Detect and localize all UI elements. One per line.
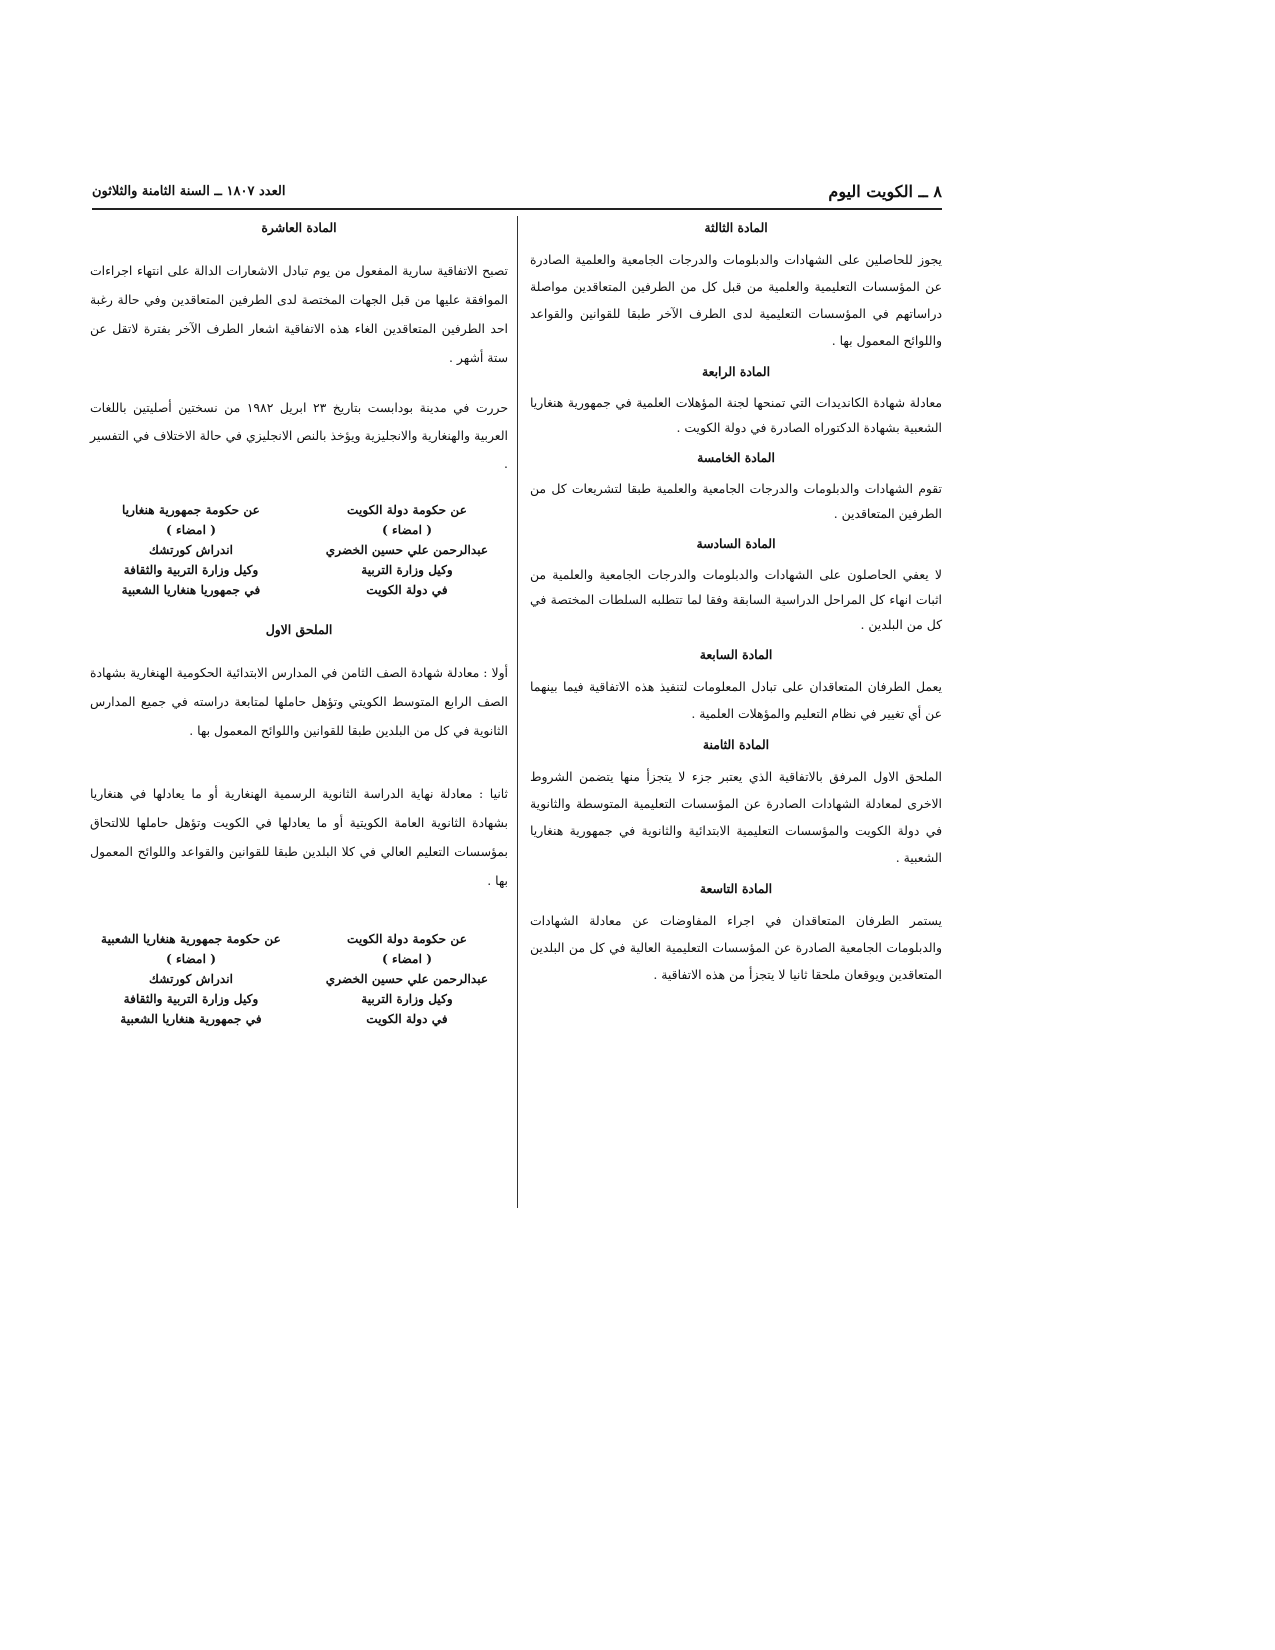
article-text: لا يعفي الحاصلون على الشهادات والدبلومات والدرجات الجامعية والعلمية من اثبات انهاء كل المراحل الدراسية السابقة وفقا لما تتطلبه السلطات المختصة في كل من البلدين . [530, 567, 942, 632]
signature-line: عن حكومة جمهورية هنغاريا الشعبية [101, 932, 281, 946]
signature-line: وكيل وزارة التربية والثقافة [123, 563, 259, 577]
signature-line: عن حكومة جمهورية هنغاريا [122, 503, 260, 517]
signature-line: في جمهورية هنغاريا الشعبية [120, 1012, 262, 1026]
appendix-text: ثانيا : معادلة نهاية الدراسة الثانوية الرسمية الهنغارية أو ما يعادلها في هنغاريا بشهادة الثانوية العامة الكويتية أو ما يعادلها في الكويت وتؤهل حاملها للالتحاق بمؤسسات التعليم العالي في كلا البلدين طبقا للقوانين والقواعد واللوائح المعمول بها . [90, 786, 508, 888]
signature-line: ( امضاء ) [166, 952, 216, 966]
right-column [530, 220, 942, 988]
signature-line: عن حكومة دولة الكويت [347, 503, 467, 517]
article-heading: المادة التاسعة [699, 881, 773, 896]
article-heading: المادة الرابعة [701, 364, 771, 379]
article-heading: المادة السادسة [696, 536, 776, 551]
article-text: تصبح الاتفاقية سارية المفعول من يوم تبادل الاشعارات الدالة على انتهاء اجراءات الموافقة عليها من قبل الجهات المختصة لدى الطرفين المتعاقدين وفي حالة رغبة احد الطرفين المتعاقدين الغاء هذه الاتفاقية اشعار الطرف الآخر بفترة لاتقل عن ستة أشهر . [90, 263, 508, 365]
page-label: ٨ ــ الكويت اليوم [828, 182, 942, 201]
article-heading: المادة الخامسة [697, 450, 775, 465]
signing-note: حررت في مدينة بودابست بتاريخ ٢٣ ابريل ١٩٨٢ من نسختين أصليتين باللغات العربية والهنغارية والانجليزية ويؤخذ بالنص الانجليزي في حالة الاختلاف في التفسير . [90, 400, 509, 471]
signature-line: وكيل وزارة التربية [361, 992, 453, 1006]
column-divider [517, 216, 518, 1208]
issue-label: العدد ١٨٠٧ ــ السنة الثامنة والثلاثون [92, 184, 286, 199]
signature-line: ( امضاء ) [166, 523, 216, 537]
article-text: معادلة شهادة الكانديدات التي تمنحها لجنة المؤهلات العلمية في جمهورية هنغاريا الشعبية بشهادة الدكتوراه الصادرة في دولة الكويت . [530, 395, 942, 435]
article-heading: المادة الثالثة [704, 220, 768, 235]
article-text: يستمر الطرفان المتعاقدان في اجراء المفاوضات عن معادلة الشهادات والدبلومات الجامعية الصادرة عن المؤسسات التعليمية العالية في كل من البلدين المتعاقدين ويوقعان ملحقا ثانيا لا يتجزأ من هذه الاتفاقية . [530, 913, 942, 982]
article-text: الملحق الاول المرفق بالاتفاقية الذي يعتبر جزء لا يتجزأ منها يتضمن الشروط الاخرى لمعادلة الشهادات الصادرة عن المؤسسات التعليمية المتوسطة والثانوية في دولة الكويت والمؤسسات التعليمية الابتدائية والثانوية في جمهورية هنغاريا الشعبية . [530, 769, 942, 865]
header-rule [92, 208, 942, 210]
signature-line: اندراش كورتشك [148, 543, 234, 557]
article-text: يجوز للحاصلين على الشهادات والدبلومات والدرجات الجامعية والعلمية الصادرة عن المؤسسات التعليمية والعلمية من قبل كل من الطرفين المتعاقدين مواصلة دراساتهم في المؤسسات التعليمية لدى الطرف الآخر طبقا للقوانين والقواعد واللوائح المعمول بها . [530, 252, 942, 348]
signature-line: عبدالرحمن علي حسين الخضري [325, 543, 489, 557]
left-column [90, 220, 508, 1029]
signature-line: في دولة الكويت [366, 1012, 448, 1026]
article-heading: المادة الثامنة [702, 737, 770, 752]
signature-line: وكيل وزارة التربية [361, 563, 453, 577]
signature-line: ( امضاء ) [382, 952, 432, 966]
signature-line: عن حكومة دولة الكويت [347, 932, 467, 946]
signature-line: اندراش كورتشك [148, 972, 234, 986]
signature-line: ( امضاء ) [382, 523, 432, 537]
signature-block [90, 500, 508, 600]
signature-line: في دولة الكويت [366, 583, 448, 597]
article-text: تقوم الشهادات والدبلومات والدرجات الجامعية والعلمية طبقا لتشريعات كل من الطرفين المتعاقدين . [530, 481, 942, 521]
article-heading: المادة العاشرة [261, 220, 337, 235]
article-heading: المادة السابعة [699, 647, 773, 662]
appendix-heading: الملحق الاول [265, 622, 333, 637]
signature-block [90, 929, 508, 1029]
page-header [92, 182, 942, 206]
signature-line: في جمهوريا هنغاريا الشعبية [121, 583, 261, 597]
signature-line: وكيل وزارة التربية والثقافة [123, 992, 259, 1006]
signature-line: عبدالرحمن علي حسين الخضري [325, 972, 489, 986]
article-text: يعمل الطرفان المتعاقدان على تبادل المعلومات لتنفيذ هذه الاتفاقية فيما بينهما عن أي تغيير في نظام التعليم والمؤهلات العلمية . [530, 679, 942, 721]
appendix-text: أولا : معادلة شهادة الصف الثامن في المدارس الابتدائية الحكومية الهنغارية بشهادة الصف الرابع المتوسط الكويتي وتؤهل حاملها لمتابعة دراسته في جميع المدارس الثانوية في كل من البلدين طبقا للقوانين واللوائح المعمول بها . [90, 665, 508, 738]
